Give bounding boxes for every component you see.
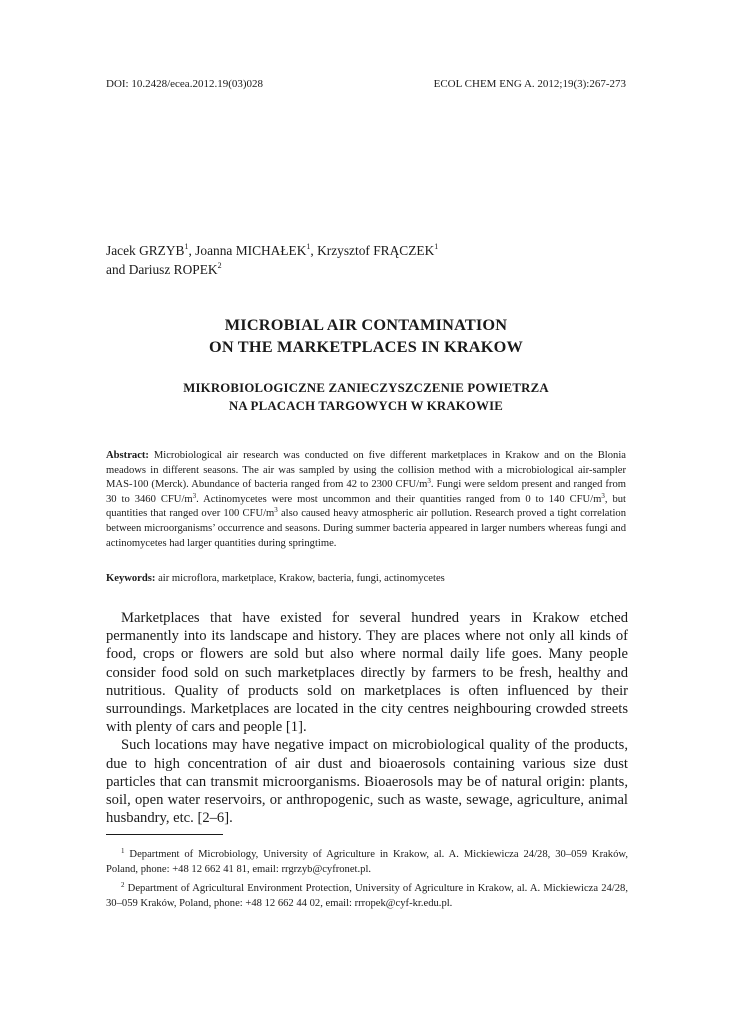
abstract-text: . Fungi were seldom present and ranged from 30 to 3460 CFU/m — [106, 479, 626, 505]
unit-exponent: 3 — [427, 477, 431, 486]
unit-exponent: 3 — [192, 491, 197, 500]
author-line-1 — [106, 241, 626, 260]
author-separator: , — [188, 243, 196, 258]
keywords-label: Keywords: — [106, 573, 156, 584]
title-pl-line: NA PLACACH TARGOWYCH W KRAKOWIE — [228, 399, 503, 413]
author-name: Jacek GRZYB — [106, 243, 185, 258]
author-name: Krzysztof FRĄCZEK — [317, 243, 435, 258]
abstract-text: Microbiological air research was conducted on five different marketplaces in Krakow and on the Blonia meadows in different seasons. The air was sampled by using the collision method with a microbiological air-sampler MAS-100 (Merck). Abundance of bacteria ranged from 42 to 2300 CFU/m — [106, 450, 626, 491]
author-affiliation-mark: 1 — [434, 242, 439, 251]
abstract-text: , but quantities that ranged over 100 CFU/m — [106, 493, 627, 520]
keywords — [106, 572, 626, 586]
body-text — [106, 609, 628, 827]
footnote-number: 1 — [121, 847, 125, 855]
abstract-label: Abstract: — [106, 450, 149, 461]
paper-title — [106, 314, 626, 358]
abstract — [106, 449, 626, 551]
running-header — [106, 77, 626, 91]
footnote-number: 2 — [121, 881, 125, 890]
body-paragraph: Marketplaces that have existed for several hundred years in Krakow etched permanently into its landscape and history. They are places where not only all kinds of food, crops or flowers are sold but also where normal daily life goes. Many people consider food sold on such marketplaces directly by farmers to be fresh, healthy and nutritious. Quality of products sold on marketplaces is often influenced by their surroundings. Marketplaces are located in the city centres neighbouring crowded streets with plenty of cars and people [1]. — [106, 610, 628, 736]
author-conjunction: and — [106, 262, 129, 277]
author-name: Joanna MICHAŁEK — [195, 243, 307, 258]
author-affiliation-mark: 1 — [306, 242, 311, 251]
footnote — [106, 882, 628, 911]
footnote — [106, 848, 628, 877]
author-list — [106, 241, 626, 279]
paper-title-polish — [106, 379, 626, 415]
author-affiliation-mark: 2 — [217, 261, 222, 270]
title-line: MICROBIAL AIR CONTAMINATION — [224, 315, 508, 334]
title-line: ON THE MARKETPLACES IN KRAKOW — [209, 337, 523, 356]
footnote-rule — [106, 834, 223, 835]
footnote-text: Department of Microbiology, University of Agriculture in Krakow, al. A. Mickiewicza 24/28, 30–059 Kraków, Poland, phone: +48 12 662 41 81, email: rrgrzyb@cyfronet.pl. — [106, 849, 628, 875]
doi-text: DOI: 10.2428/ecea.2012.19(03)028 — [106, 78, 264, 90]
unit-exponent: 3 — [274, 506, 278, 515]
journal-citation: ECOL CHEM ENG A. 2012;19(3):267-273 — [433, 78, 626, 90]
author-name: Dariusz ROPEK — [128, 262, 218, 277]
footnotes — [106, 848, 628, 916]
keywords-text: air microflora, marketplace, Krakow, bacteria, fungi, actinomycetes — [155, 573, 445, 584]
abstract-text: also caused heavy atmospheric air pollution. Research proved a tight correlation between microorganisms’ occurrence and seasons. During summer bacteria appeared in larger numbers whereas fungi and actinomycetes had larger quantities during springtime. — [106, 508, 626, 549]
title-pl-line: MIKROBIOLOGICZNE ZANIECZYSZCZENIE POWIETRZA — [183, 381, 549, 395]
author-separator: , — [310, 243, 318, 258]
body-paragraph: Such locations may have negative impact on microbiological quality of the products, due to high concentration of air dust and bioaerosols containing various size dust particles that can transmit microorganisms. Bioaerosols may be of natural origin: plants, soil, open water reservoirs, or anthropogenic, such as waste, sewage, agriculture, animal husbandry, etc. [2–6]. — [106, 737, 628, 827]
unit-exponent: 3 — [601, 491, 605, 500]
footnote-text: Department of Agricultural Environment Protection, University of Agriculture in Krakow, al. A. Mickiewicza 24/28, 30–059 Kraków, Poland, phone: +48 12 662 44 02, email: rrropek@cyf-kr.edu.pl. — [106, 883, 628, 909]
author-affiliation-mark: 1 — [184, 242, 189, 251]
abstract-text: . Actinomycetes were most uncommon and their quantities ranged from 0 to 140 CFU/m — [196, 493, 602, 505]
author-line-2 — [106, 260, 626, 279]
